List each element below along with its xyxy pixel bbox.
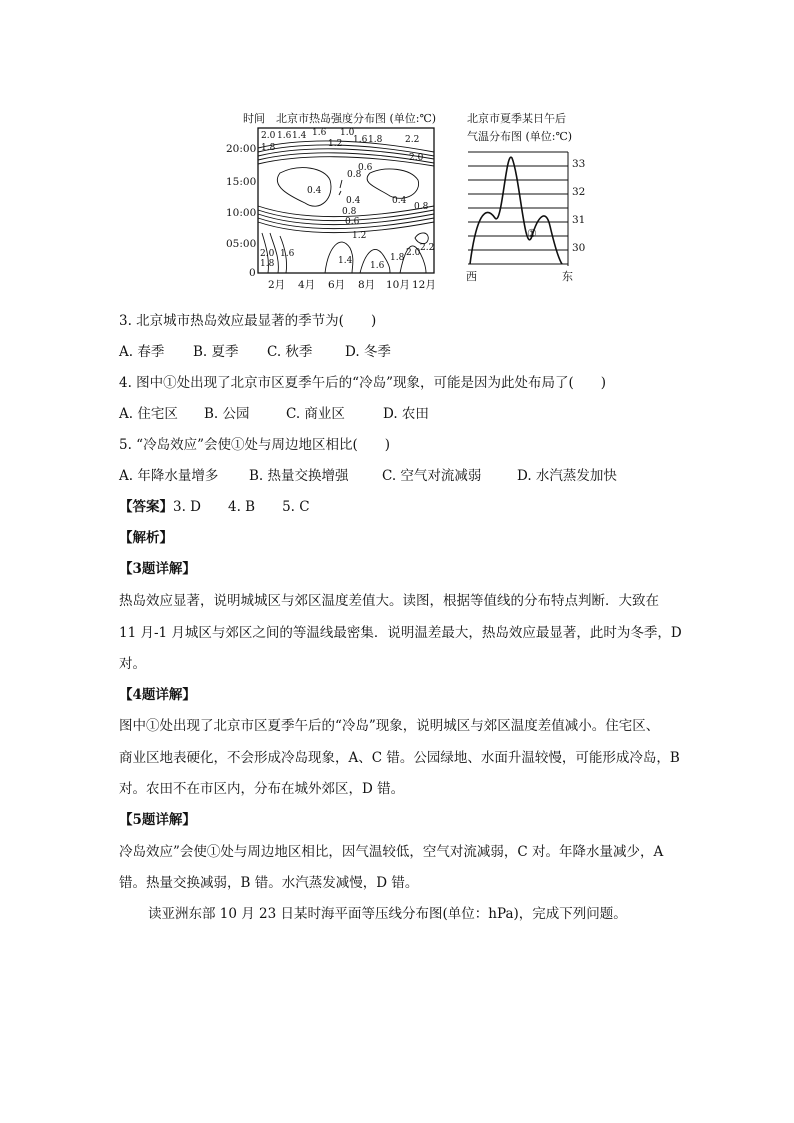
contour-label: 2.0 [261, 131, 276, 141]
contour-label: 1.6 [280, 249, 295, 259]
answer-text: 3. D 4. B 5. C [173, 499, 310, 515]
answer-label: 【答案】 [119, 499, 173, 515]
contour-label: 0.8 [342, 207, 357, 217]
contour-label: 2.2 [420, 243, 435, 253]
contour-label: 1.8 [260, 259, 275, 269]
question-3-options [119, 343, 391, 361]
analysis-label: 【解析】 [119, 530, 173, 546]
q4-option-a: A. 住宅区 [119, 406, 178, 422]
q3-option-a: A. 春季 [119, 344, 165, 360]
contour-label: 1.6 [312, 128, 327, 138]
detail-3-title: 【3题详解】 [119, 561, 196, 577]
right-chart-title-line1: 北京市夏季某日午后 [467, 112, 566, 125]
q4-option-c: C. 商业区 [286, 406, 345, 422]
left-y-tick: 05:00 [226, 238, 257, 250]
question-3: 3. 北京城市热岛效应最显著的季节为( ) [119, 313, 377, 329]
left-x-tick: 2月 [268, 279, 286, 291]
detail-3-line-1: 热岛效应显著，说明城城区与郊区温度差值大。读图，根据等值线的分布特点判断．大致在 [119, 593, 659, 609]
contour-label: 0.4 [346, 196, 361, 206]
right-x-label-west: 西 [466, 270, 477, 283]
right-y-tick: 31 [572, 214, 586, 226]
contour-label: 1.6 [370, 261, 385, 271]
left-y-tick: 0 [249, 267, 256, 279]
temperature-curve [470, 157, 562, 264]
contour-label: 0.6 [358, 163, 373, 173]
left-x-tick: 4月 [298, 279, 316, 291]
q3-option-c: C. 秋季 [267, 344, 313, 360]
q3-option-d: D. 冬季 [345, 344, 391, 360]
question-4-options [119, 405, 429, 423]
left-y-tick: 10:00 [226, 207, 257, 219]
next-question-intro: 读亚洲东部 10 月 23 日某时海平面等压线分布图(单位：hPa)，完成下列问题。 [148, 906, 627, 922]
detail-5-title: 【5题详解】 [119, 812, 196, 828]
q4-option-b: B. 公园 [204, 406, 250, 422]
q5-option-c: C. 空气对流减弱 [382, 468, 482, 484]
contour-label: 1.4 [292, 131, 307, 141]
right-y-tick: 32 [572, 186, 586, 198]
left-y-axis-title: 时间 [243, 112, 265, 125]
left-x-tick: 6月 [328, 279, 346, 291]
contour-label: 0.4 [307, 186, 322, 196]
right-y-tick: 30 [572, 242, 586, 254]
marker-1: ① [527, 227, 537, 240]
contour-label: 0.6 [345, 217, 360, 227]
detail-4-line-3: 对。农田不在市区内，分布在城外郊区，D 错。 [119, 781, 405, 797]
right-chart-grid [468, 152, 568, 266]
figure-heat-island [226, 108, 586, 292]
detail-3-line-3: 对。 [119, 656, 146, 672]
q3-option-b: B. 夏季 [193, 344, 239, 360]
left-x-tick: 8月 [358, 279, 376, 291]
contour-label: 1.6 [353, 135, 368, 145]
contour-label: 1.6 [277, 131, 292, 141]
left-x-tick: 10月 [386, 279, 410, 291]
contour-label: 0.4 [392, 196, 407, 206]
contour-label: 1.4 [338, 256, 353, 266]
question-5: 5. “冷岛效应”会使①处与周边地区相比( ) [119, 437, 391, 453]
contour-label: 2.2 [405, 135, 420, 145]
figure-svg [226, 108, 586, 291]
q4-option-d: D. 农田 [383, 406, 429, 422]
question-4: 4. 图中①处出现了北京市区夏季午后的“冷岛”现象，可能是因为此处布局了( ) [119, 375, 607, 391]
contour-label: 1.0 [340, 128, 355, 138]
detail-4-line-2: 商业区地表硬化，不会形成冷岛现象，A、C 错。公园绿地、水面升温较慢，可能形成冷岛，B [119, 750, 680, 766]
detail-4-title: 【4题详解】 [119, 687, 196, 703]
detail-5-line-2: 错。热量交换减弱，B 错。水汽蒸发减慢，D 错。 [119, 875, 419, 891]
contour-label: 0.8 [414, 202, 429, 212]
q5-option-b: B. 热量交换增强 [249, 468, 349, 484]
contour-label: 2.0 [260, 249, 275, 259]
contour-label: 0.8 [347, 170, 362, 180]
detail-5-line-1: 冷岛效应”会使①处与周边地区相比，因气温较低，空气对流减弱，C 对。年降水量减少，A [119, 844, 664, 860]
contour-label: 1.2 [352, 231, 367, 241]
right-x-label-east: 东 [562, 270, 573, 283]
contour-label: 2.0 [409, 153, 424, 163]
detail-3-line-2: 11 月-1 月城区与郊区之间的等温线最密集．说明温差最大，热岛效应最显著，此时为冬季，D [119, 625, 682, 641]
contour-label: 1.2 [328, 139, 343, 149]
left-y-tick: 20:00 [226, 143, 257, 155]
contour-label: 1.8 [368, 135, 383, 145]
left-y-tick: 15:00 [226, 176, 257, 188]
left-x-tick: 12月 [412, 279, 436, 291]
q5-option-a: A. 年降水量增多 [119, 468, 219, 484]
right-chart-title-line2: 气温分布图 (单位:℃) [467, 130, 573, 143]
contour-label: 2.0 [406, 248, 421, 258]
right-y-tick: 33 [572, 158, 586, 170]
answer-line [119, 498, 310, 516]
contour-label: 1.8 [390, 253, 405, 263]
left-chart-title: 北京市热岛强度分布图 (单位:℃) [276, 112, 437, 125]
detail-4-line-1: 图中①处出现了北京市区夏季午后的“冷岛”现象，说明城区与郊区温度差值减小。住宅区、 [119, 718, 660, 734]
contour-label: 1.8 [261, 143, 276, 153]
q5-option-d: D. 水汽蒸发加快 [517, 468, 617, 484]
question-5-options [119, 467, 617, 485]
